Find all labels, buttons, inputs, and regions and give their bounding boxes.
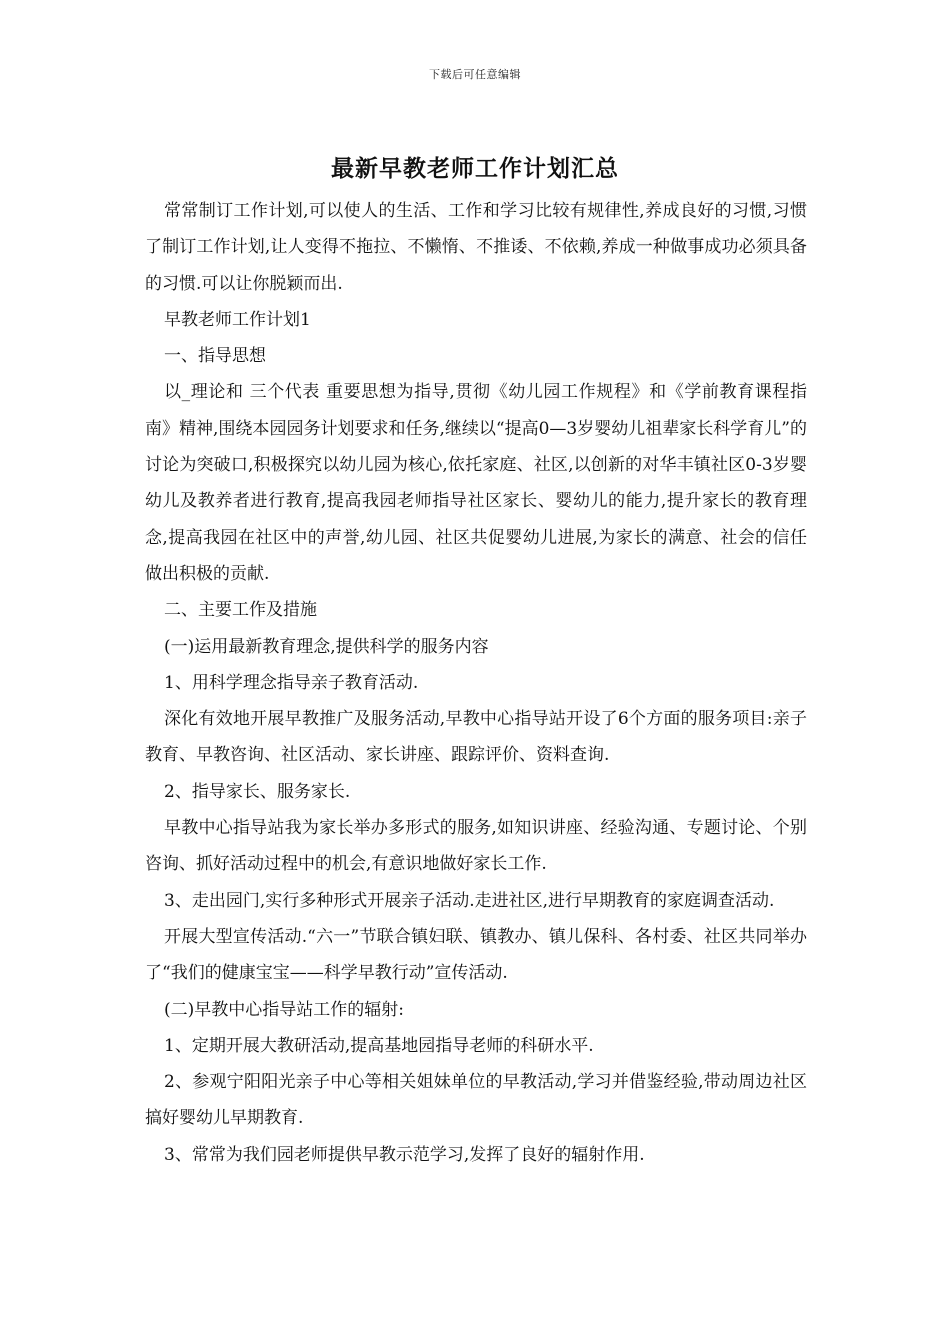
list-item-2: 2、指导家长、服务家长. [164, 781, 351, 802]
paragraph-publicity: 开展大型宣传活动.“六一”节联合镇妇联、镇教办、镇儿保科、各村委、社区共同举办了“我们的健康宝宝——科学早教行动”宣传活动. [145, 926, 807, 984]
document-title: 最新早教老师工作计划汇总 [331, 155, 619, 182]
paragraph-parent-services: 早教中心指导站我为家长举办多形式的服务,如知识讲座、经验沟通、专题讨论、个别咨询、抓好活动过程中的机会,有意识地做好家长工作. [145, 818, 807, 875]
header-note: 下载后可任意编辑 [429, 68, 521, 81]
paragraph-intro: 常常制订工作计划,可以使人的生活、工作和学习比较有规律性,养成良好的习惯,习惯了制订工作计划,让人变得不拖拉、不懒惰、不推诿、不依赖,养成一种做事成功必须具备的习惯.可以让你脱颖而出. [145, 201, 807, 294]
paragraph-plan-heading: 早教老师工作计划1 [164, 309, 311, 330]
list-item-radiation-1: 1、定期开展大教研活动,提高基地园指导老师的科研水平. [164, 1035, 594, 1056]
subsection-heading-2: (二)早教中心指导站工作的辐射: [164, 999, 404, 1020]
list-item-radiation-2: 2、参观宁阳阳光亲子中心等相关姐妹单位的早教活动,学习并借鉴经验,带动周边社区搞好婴幼儿早期教育. [145, 1072, 807, 1129]
subsection-heading-1: (一)运用最新教育理念,提供科学的服务内容 [164, 636, 489, 657]
section-heading-guiding-ideology: 一、指导思想 [164, 346, 266, 367]
paragraph-guiding-ideology: 以_理论和 三个代表 重要思想为指导,贯彻《幼儿园工作规程》和《学前教育课程指南》精神,围绕本园园务计划要求和任务,继续以“提高0—3岁婴幼儿祖辈家长科学育儿”的讨论为突破口,积极探究以幼儿园为核心,依托家庭、社区,以创新的对华丰镇社区0-3岁婴幼儿及教养者进行教育,提高我园老师指导社区家长、婴幼儿的能力,提升家长的教育理念,提高我园在社区中的声誉,幼儿园、社区共促婴幼儿进展,为家长的满意、社会的信任做出积极的贡献. [145, 382, 807, 584]
section-heading-main-work: 二、主要工作及措施 [164, 600, 317, 621]
list-item-radiation-3: 3、常常为我们园老师提供早教示范学习,发挥了良好的辐射作用. [164, 1144, 645, 1165]
list-item-1: 1、用科学理念指导亲子教育活动. [164, 672, 419, 693]
paragraph-services: 深化有效地开展早教推广及服务活动,早教中心指导站开设了6个方面的服务项目:亲子教育、早教咨询、社区活动、家长讲座、跟踪评价、资料查询. [145, 709, 807, 766]
document-body [145, 193, 807, 1173]
list-item-3: 3、走出园门,实行多种形式开展亲子活动.走进社区,进行早期教育的家庭调查活动. [164, 890, 775, 911]
